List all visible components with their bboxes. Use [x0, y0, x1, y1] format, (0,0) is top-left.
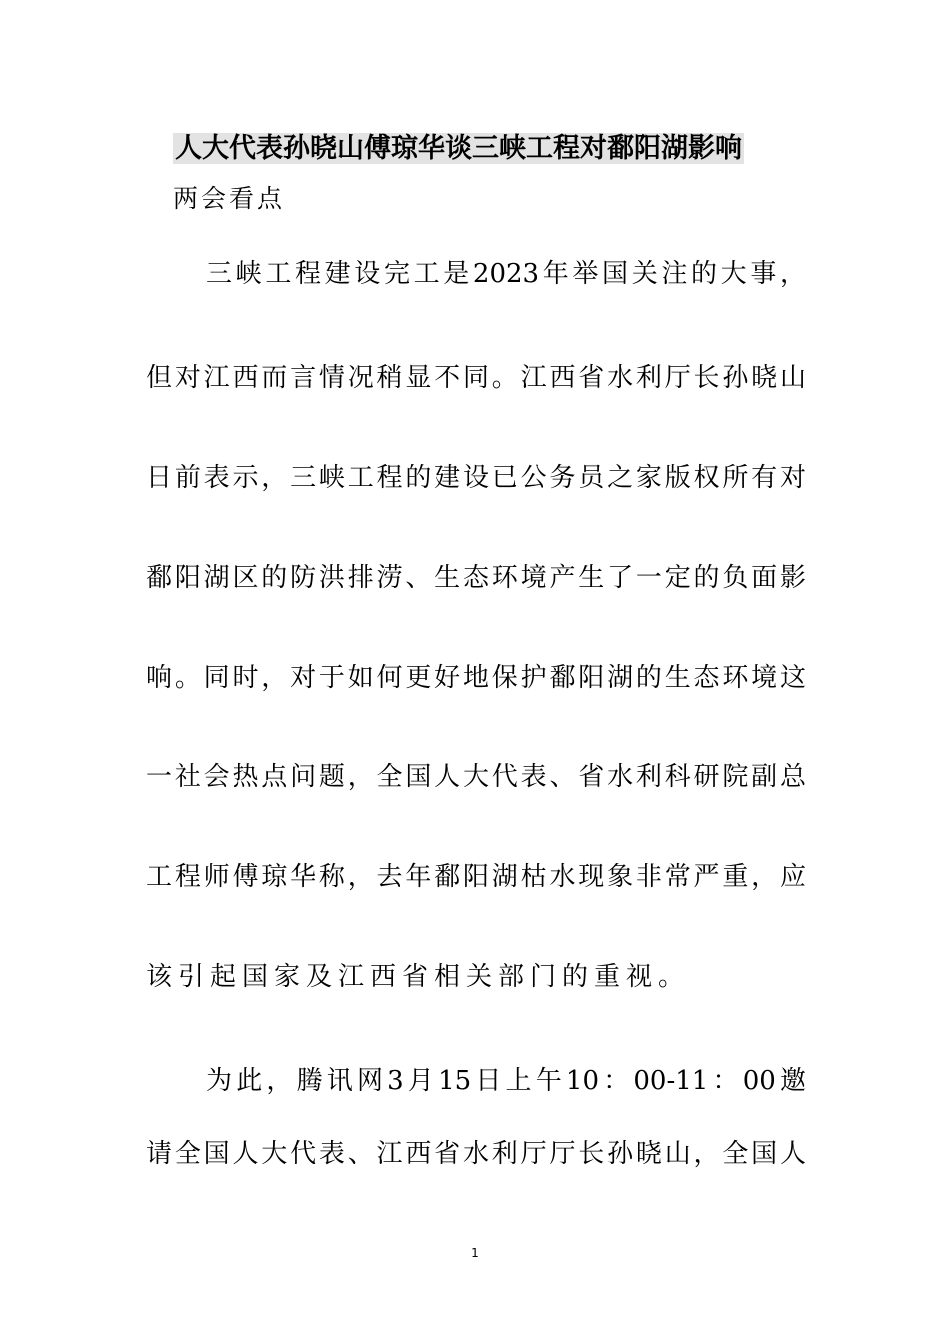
paragraph-line: 三峡工程建设完工是2023年举国关注的大事，	[206, 259, 806, 289]
document-title-text: 人大代表孙晓山傅琼华谈三峡工程对鄱阳湖影响	[175, 133, 742, 164]
paragraph-line: 鄱阳湖区的防洪排涝、生态环境产生了一定的负面影	[146, 563, 806, 593]
document-subtitle: 两会看点	[173, 184, 286, 213]
paragraph-line: 日前表示，三峡工程的建设已公务员之家版权所有对	[146, 463, 806, 493]
paragraph-line: 请全国人大代表、江西省水利厅厅长孙晓山，全国人	[146, 1139, 806, 1169]
paragraph-line: 响。同时，对于如何更好地保护鄱阳湖的生态环境这	[146, 663, 806, 693]
paragraph-line: 工程师傅琼华称，去年鄱阳湖枯水现象非常严重，应	[146, 862, 806, 892]
page-number: 1	[471, 1246, 479, 1260]
document-title	[173, 128, 783, 170]
paragraph-line: 但对江西而言情况稍显不同。江西省水利厅长孙晓山	[146, 363, 806, 393]
paragraph-line: 一社会热点问题，全国人大代表、省水利科研院副总	[146, 762, 806, 792]
paragraph-line: 为此，腾讯网3月15日上午10：00-11：00邀	[206, 1066, 806, 1096]
paragraph-line: 该引起国家及江西省相关部门的重视。	[146, 962, 691, 992]
